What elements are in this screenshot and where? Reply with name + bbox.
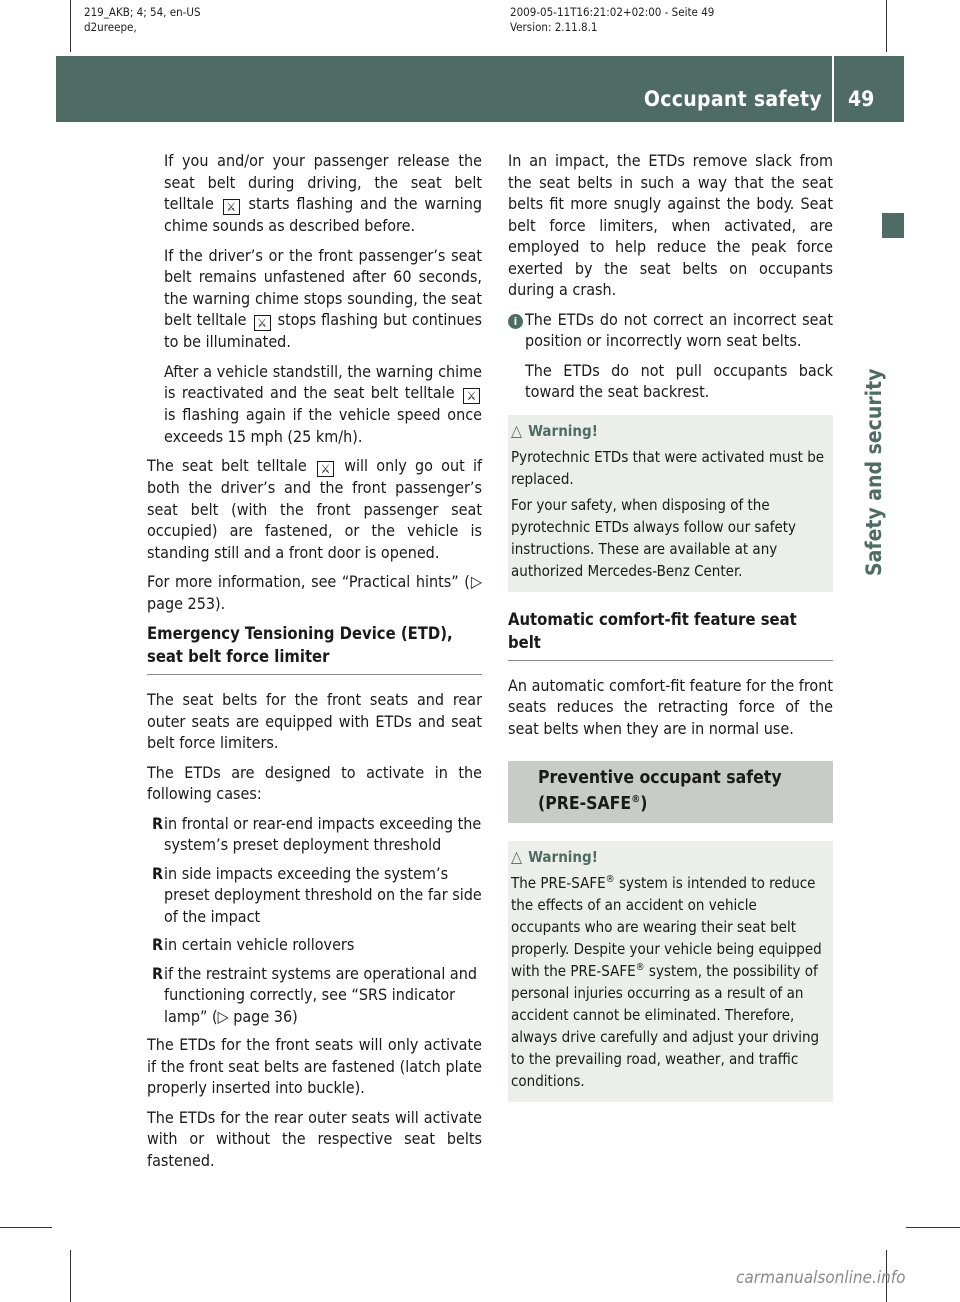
paragraph: If the driver’s or the front passenger’s seat belt remains unfastened after 60 seconds, the warning chime stops sounding, the seat belt telltale ⚔ stops flashing but continues to be illuminated.: [164, 245, 483, 351]
warning-text: Pyrotechnic ETDs that were activated must be replaced.: [511, 447, 825, 488]
crop-mark: [70, 0, 71, 52]
warning-title: △ Warning!: [511, 847, 598, 866]
crop-mark: [0, 1227, 52, 1228]
bullet-icon: R: [152, 863, 164, 883]
section-heading-pre-safe: Preventive occupant safety (PRE-SAFE®): [508, 761, 833, 823]
bullet-icon: R: [152, 813, 164, 833]
meta-line: d2ureepe,: [84, 20, 137, 34]
print-meta-right: [510, 5, 714, 35]
warning-triangle-icon: △: [511, 847, 523, 866]
bullet-icon: R: [152, 935, 164, 954]
print-meta-left: [84, 5, 201, 35]
seat-belt-telltale-icon: ⚔: [223, 199, 240, 215]
seat-belt-telltale-icon: ⚔: [463, 388, 480, 404]
heading-etd: Emergency Tensioning Device (ETD), seat belt force limiter: [147, 622, 482, 675]
warning-text: The PRE-SAFE® system is intended to reduce the effects of an accident on vehicle occupants who are wearing their seat belt properly. Despite your vehicle being equipped with the PRE-SAFE® system, the possibility of personal injuries occurring as a result of an accident cannot be eliminated. Therefore, always drive carefully and adjust your driving to the prevailing road, weather, and traffic conditions.: [511, 874, 822, 1090]
paragraph: The seat belt telltale ⚔ will only go out if both the driver’s and the front passenger’s seat belt (with the front passenger seat occupied) are fastened, or the vehicle is standing still and a front door is opened.: [147, 456, 483, 562]
paragraph: If you and/or your passenger release the seat belt during driving, the seat belt telltale ⚔ starts flashing and the warning chime sounds as described before.: [164, 151, 482, 235]
left-column: [147, 150, 482, 1179]
chapter-tab-marker: [882, 213, 904, 238]
watermark: carmanualsonline.info: [736, 1268, 906, 1288]
info-note-continued: The ETDs do not pull occupants back toward the seat backrest.: [525, 360, 833, 401]
bullet-icon: R: [152, 963, 164, 983]
heading-comfort-fit: Automatic comfort-fit feature seat belt: [508, 608, 833, 661]
cross-reference[interactable]: For more information, see “Practical hints” (▷ page 253).: [147, 572, 482, 613]
paragraph: The seat belts for the front seats and rear outer seats are equipped with ETDs and seat belt force limiters.: [147, 690, 482, 752]
warning-triangle-icon: △: [511, 420, 523, 440]
meta-line: Version: 2.11.8.1: [510, 20, 598, 34]
seat-belt-telltale-icon: ⚔: [254, 315, 271, 331]
list-item[interactable]: Rif the restraint systems are operational and functioning correctly, see “SRS indicator lamp” (▷ page 36): [152, 963, 477, 1026]
paragraph: An automatic comfort-fit feature for the front seats reduces the retracting force of the seat belts when they are in normal use.: [508, 675, 833, 738]
paragraph: The ETDs for the front seats will only activate if the front seat belts are fastened (latch plate properly inserted into buckle).: [147, 1035, 482, 1097]
list-item: Rin side impacts exceeding the system’s preset deployment threshold on the far side of the impact: [152, 863, 482, 926]
meta-line: 2009-05-11T16:21:02+02:00 - Seite 49: [510, 5, 715, 19]
info-note: i The ETDs do not correct an incorrect seat position or incorrectly worn seat belts.: [508, 309, 833, 352]
seat-belt-telltale-icon: ⚔: [317, 461, 334, 477]
section-title: Occupant safety: [643, 87, 822, 111]
info-icon: i: [508, 314, 523, 329]
chapter-tab-label: Safety and security: [862, 368, 886, 576]
crop-mark: [906, 1227, 960, 1228]
page-number: 49: [848, 87, 875, 111]
list-item: Rin frontal or rear-end impacts exceeding the system’s preset deployment threshold: [152, 813, 482, 854]
paragraph: The ETDs are designed to activate in the following cases:: [147, 762, 482, 803]
warning-box: [508, 841, 833, 1102]
meta-line: 219_AKB; 4; 54, en-US: [84, 5, 201, 19]
warning-box: [508, 415, 833, 592]
chapter-tab: [850, 264, 890, 584]
paragraph: In an impact, the ETDs remove slack from the seat belts in such a way that the seat belts fit more snugly against the body. Seat belt force limiters, when activated, are employed to help reduce the peak force exerted by the seat belts on occupants during a crash.: [508, 151, 833, 299]
paragraph: After a vehicle standstill, the warning chime is reactivated and the seat belt telltale ⚔ is flashing again if the vehicle speed once exceeds 15 mph (25 km/h).: [164, 361, 482, 446]
crop-mark: [886, 0, 887, 52]
header-divider: [832, 56, 834, 122]
paragraph: The ETDs for the rear outer seats will activate with or without the respective seat belts fastened.: [147, 1107, 482, 1170]
crop-mark: [70, 1250, 71, 1302]
right-column: [508, 150, 833, 1118]
list-item: Rin certain vehicle rollovers: [152, 935, 355, 954]
warning-text: For your safety, when disposing of the pyrotechnic ETDs always follow our safety instructions. These are available at any authorized Mercedes-Benz Center.: [511, 495, 797, 580]
warning-title: △ Warning!: [511, 420, 598, 440]
